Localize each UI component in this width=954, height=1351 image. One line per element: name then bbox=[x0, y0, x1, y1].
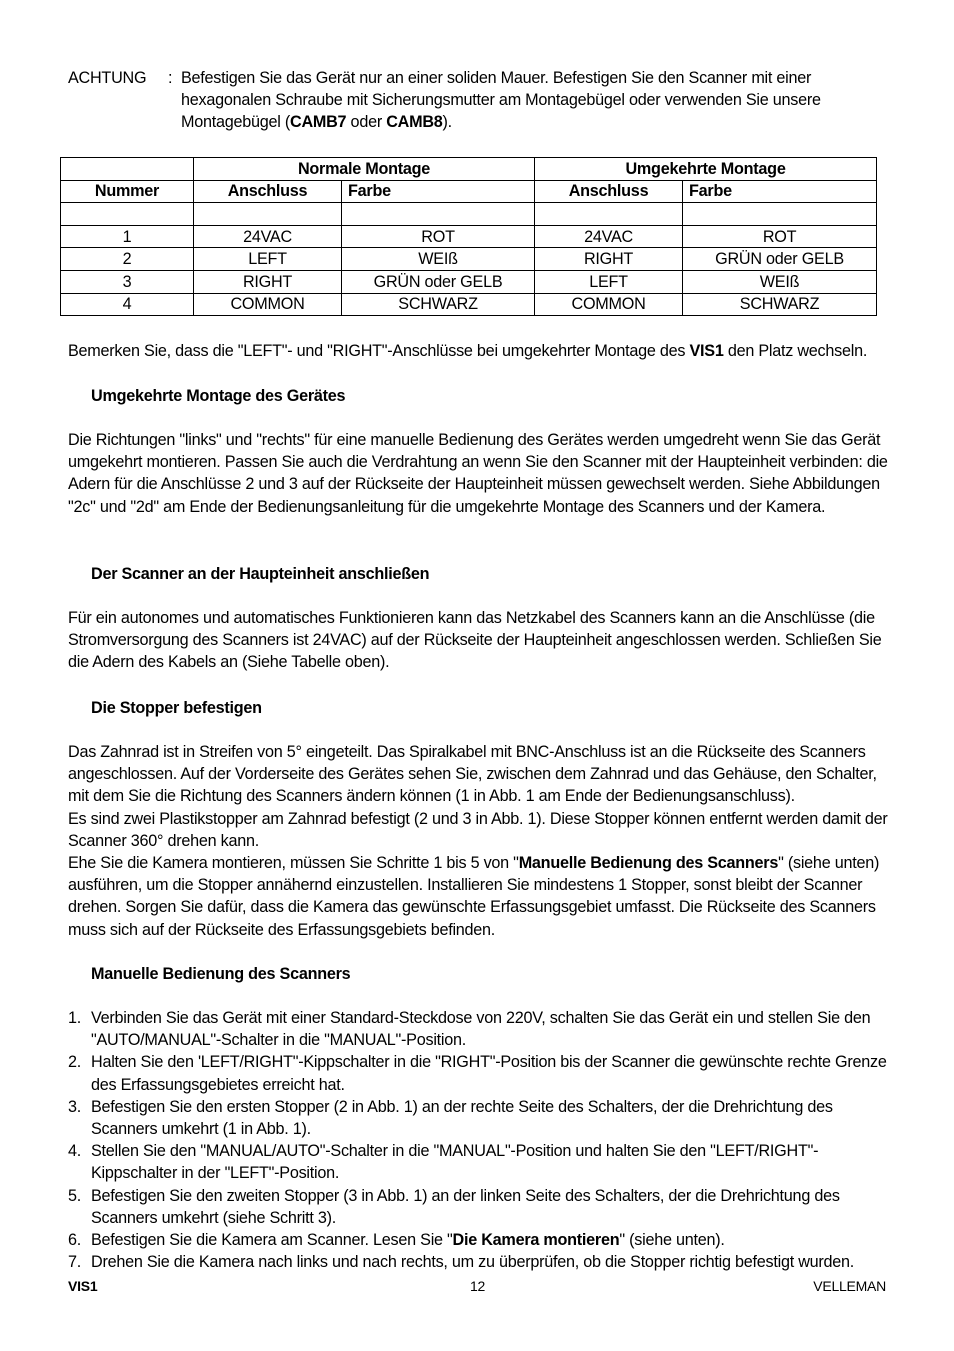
section-body-reverse: Die Richtungen "links" und "rechts" für eine manuelle Bedienung des Gerätes werden umgedreht wenn Sie das Gerät umgekehrt montieren. Passen Sie auch die Verdrahtung an wenn Sie den Scanner mit der Haupteinheit verbinden: die Adern für die Anschlüsse 2 und 3 auf der Rückseite der Haupteinheit müssen gewechselt werden. Siehe Abbildungen "2c" und "2d" am Ende der Bedienungsanleitung für die umgekehrte Montage des Scanners und der Kamera. bbox=[68, 431, 888, 516]
table-empty-cell bbox=[61, 158, 194, 181]
page-number: 12 bbox=[470, 1278, 486, 1294]
section-body-stopper bbox=[68, 741, 894, 941]
table-cell: SCHWARZ bbox=[683, 293, 877, 316]
section-body-connect: Für ein autonomes und automatisches Funktionieren kann das Netzkabel des Scanners kann an die Anschlüsse (die Stromversorgung des Scanners ist 24VAC) auf der Rückseite der Haupteinheit angeschlossen werden. Schließen Sie die Adern des Kabels an (Siehe Tabelle oben). bbox=[68, 609, 882, 672]
table-cell: GRÜN oder GELB bbox=[683, 248, 877, 271]
manual-steps bbox=[68, 1007, 894, 1273]
column-header: Anschluss bbox=[535, 180, 683, 203]
product-camb8: CAMB8 bbox=[386, 113, 443, 132]
table-cell: COMMON bbox=[194, 293, 342, 316]
warning-text: Befestigen Sie das Gerät nur an einer soliden Mauer. Befestigen Sie den Scanner mit einer hexagonalen Schraube mit Sicherungsmutter am Montagebügel oder verwenden Sie unsere Montagebügel (CAMB7 oder CAMB8). bbox=[181, 69, 821, 132]
table-cell: SCHWARZ bbox=[342, 293, 535, 316]
section-heading-stopper: Die Stopper befestigen bbox=[91, 699, 262, 717]
table-cell: GRÜN oder GELB bbox=[342, 270, 535, 293]
list-item: 4. Stellen Sie den "MANUAL/AUTO"-Schalter in die "MANUAL"-Position und halten Sie den "LEFT/RIGHT"-Kippschalter in der "LEFT"-Position. bbox=[68, 1142, 819, 1183]
footer-model: VIS1 bbox=[68, 1278, 98, 1294]
table-cell: ROT bbox=[342, 225, 535, 248]
manual-operation-ref: Manuelle Bedienung des Scanners bbox=[518, 854, 779, 873]
section-heading-reverse: Umgekehrte Montage des Gerätes bbox=[91, 387, 346, 405]
table-cell: RIGHT bbox=[194, 270, 342, 293]
column-header: Anschluss bbox=[194, 180, 342, 203]
list-item: 3. Befestigen Sie den ersten Stopper (2 in Abb. 1) an der rechte Seite des Schalters, der die Drehrichtung des Scanners umkehrt (1 in Abb. 1). bbox=[68, 1097, 833, 1139]
warning-block bbox=[68, 67, 894, 134]
warning-label: ACHTUNG bbox=[68, 69, 147, 87]
stopper-paragraph: Ehe Sie die Kamera montieren, müssen Sie Schritte 1 bis 5 von "Manuelle Bedienung des Scanners" (siehe unten) ausführen, um die Stopper annähernd einzustellen. Installieren Sie mindestens 1 Stopper, sonst bleibt der Scanner drehen. Sorgen Sie dafür, dass die Kamera das gewünschte Erfassungsgebiet umfasst. Die Rückseite des Scanners muss sich auf der Rückseite des Erfassungsgebiets befinden. bbox=[68, 854, 880, 939]
table-cell: ROT bbox=[683, 225, 877, 248]
section-heading-manual: Manuelle Bedienung des Scanners bbox=[91, 965, 351, 983]
table-header-row bbox=[61, 180, 877, 203]
list-item: 6. Befestigen Sie die Kamera am Scanner. Lesen Sie "Die Kamera montieren" (siehe unten). bbox=[68, 1231, 725, 1250]
table-row bbox=[61, 270, 877, 293]
stopper-paragraph: Es sind zwei Plastikstopper am Zahnrad befestigt (2 und 3 in Abb. 1). Diese Stopper können entfernt werden damit der Scanner 360° drehen kann. bbox=[68, 809, 888, 850]
camera-mount-ref: Die Kamera montieren bbox=[452, 1231, 620, 1250]
table-cell: 24VAC bbox=[535, 225, 683, 248]
wiring-table bbox=[60, 157, 877, 316]
column-header: Farbe bbox=[683, 180, 877, 203]
list-item: 2. Halten Sie den 'LEFT/RIGHT"-Kippschalter in die "RIGHT"-Position bis der Scanner die gewünschte rechte Grenze des Erfassungsgebietes erreicht hat. bbox=[68, 1053, 887, 1094]
product-camb7: CAMB7 bbox=[290, 113, 347, 132]
swap-note: Bemerken Sie, dass die "LEFT"- und "RIGHT"-Anschlüsse bei umgekehrter Montage des VIS1 den Platz wechseln. bbox=[68, 342, 868, 360]
table-cell: RIGHT bbox=[535, 248, 683, 271]
list-item: 5. Befestigen Sie den zweiten Stopper (3 in Abb. 1) an der linken Seite des Schalters, der die Drehrichtung des Scanners umkehrt (siehe Schritt 3). bbox=[68, 1186, 840, 1227]
table-group-header-row bbox=[61, 158, 877, 181]
table-cell: WEIß bbox=[342, 248, 535, 271]
table-cell: LEFT bbox=[535, 270, 683, 293]
section-heading-connect: Der Scanner an der Haupteinheit anschließen bbox=[91, 565, 430, 583]
table-cell: COMMON bbox=[535, 293, 683, 316]
footer-brand: VELLEMAN bbox=[813, 1278, 886, 1294]
table-cell: 3 bbox=[61, 270, 194, 293]
list-item: 1. Verbinden Sie das Gerät mit einer Standard-Steckdose von 220V, schalten Sie das Gerät ein und stellen Sie den "AUTO/MANUAL"-Schalter in die "MANUAL"-Position. bbox=[68, 1009, 871, 1050]
table-row bbox=[61, 225, 877, 248]
list-item: 7. Drehen Sie die Kamera nach links und nach rechts, um zu überprüfen, ob die Stopper richtig befestigt wurden. bbox=[68, 1253, 855, 1272]
table-cell: 1 bbox=[61, 225, 194, 248]
group-normal-mount: Normale Montage bbox=[194, 158, 535, 181]
table-row bbox=[61, 293, 877, 316]
table-cell: 24VAC bbox=[194, 225, 342, 248]
table-cell: WEIß bbox=[683, 270, 877, 293]
table-cell: 2 bbox=[61, 248, 194, 271]
table-cell: LEFT bbox=[194, 248, 342, 271]
column-header: Nummer bbox=[61, 180, 194, 203]
stopper-paragraph: Das Zahnrad ist in Streifen von 5° eingeteilt. Das Spiralkabel mit BNC-Anschluss ist an die Rückseite des Scanners angeschlossen. Auf der Vorderseite des Gerätes sehen Sie, zwischen dem Zahnrad und das Gehäuse, den Schalter, mit dem Sie die Richtung des Scanners ändern können (1 in Abb. 1 am Ende der Bedienungsanschluss). bbox=[68, 743, 877, 806]
column-header: Farbe bbox=[342, 180, 535, 203]
warning-colon: : bbox=[168, 69, 173, 87]
table-row bbox=[61, 248, 877, 271]
table-spacer-row bbox=[61, 203, 877, 226]
table-cell: 4 bbox=[61, 293, 194, 316]
product-vis1: VIS1 bbox=[689, 342, 724, 360]
group-reverse-mount: Umgekehrte Montage bbox=[535, 158, 877, 181]
